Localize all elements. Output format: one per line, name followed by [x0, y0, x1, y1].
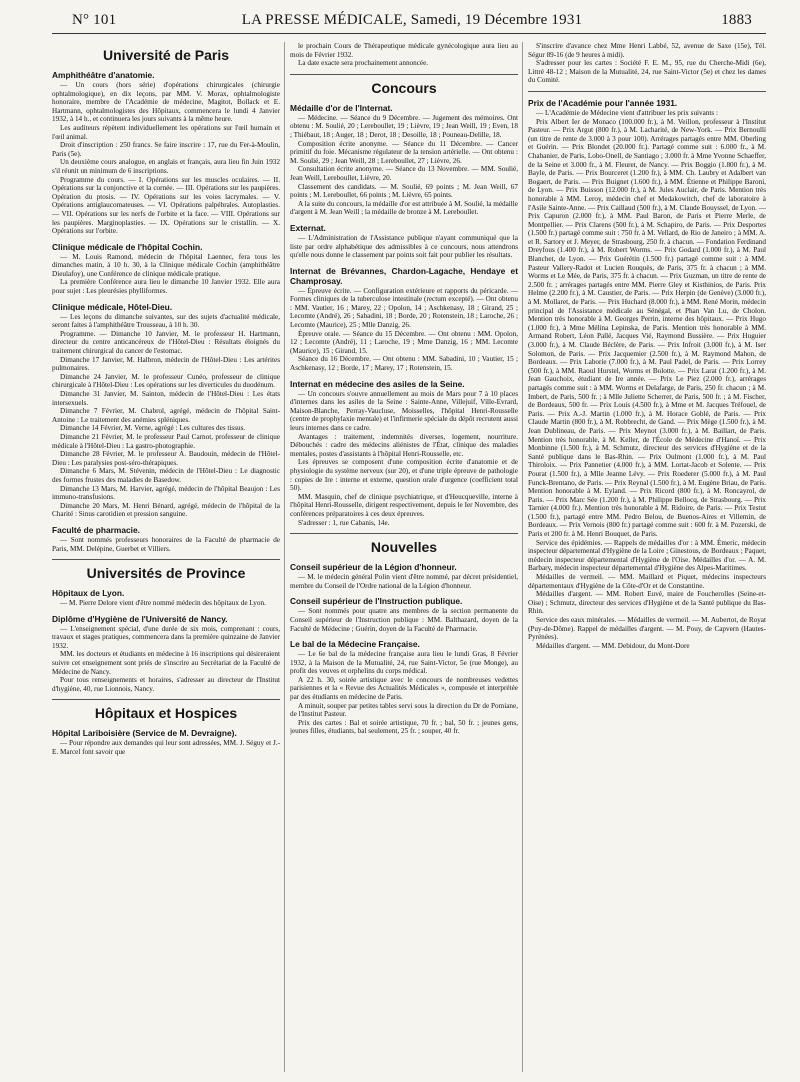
- paragraph: S'adresser : 1, rue Cabanis, 14e.: [298, 518, 390, 527]
- heading-medaille-or: Médaille d'or de l'Internat.: [290, 102, 393, 113]
- paragraph: S'adresser pour les cartes : Société F. E. M., 95, rue du Cherche-Midi (6e), Littré 48-12 ; Maison de la Mutualité, 24, rue Saint-Victor (5e) et chez les dames du Comité.: [528, 59, 766, 85]
- column-middle: [290, 42, 518, 1072]
- column-divider: [284, 42, 285, 1072]
- heading-lariboisiere: Hôpital Lariboisière (Service de M. Devraigne).: [52, 728, 237, 739]
- paragraph: MM. Masquin, chef de clinique psychiatrique, et d'Heucqueville, interne à l'hôpital Henri-Rousselle, dirigent respectivement, depuis le Ier Novembre, des conférences préparatoires à ces deux épreuves.: [290, 492, 518, 518]
- paragraph: Dimanche 17 Janvier, M. Halbron, médecin de l'Hôtel-Dieu : Les artérites pulmonaires.: [52, 355, 280, 373]
- section-title-universite-paris: Université de Paris: [102, 47, 230, 63]
- heading-asiles: Internat en médecine des asiles de la Seine.: [290, 378, 465, 389]
- paragraph: Pour tous renseignements et horaires, s'adresser au directeur de l'Institut d'hygiène, 40, rue Lionnois, Nancy.: [52, 676, 280, 693]
- paragraph: Classement des candidats. — M. Soulié, 69 points ; M. Jean Weill, 67 points ; M. Lereboullet, 66 points ; M. Lièvre, 65 points.: [290, 182, 518, 200]
- heading-nancy: Diplôme d'Hygiène de l'Université de Nancy.: [52, 613, 228, 624]
- paragraph: A minuit, souper par petites tables servi sous la direction du Dr de Pomiane, de l'Institut Pasteur.: [290, 701, 518, 719]
- paragraph: Médailles de vermeil. — MM. Maillard et Piquet, médecins inspecteurs départementaux d'Hygiène de la Côte-d'Or et de Constantine.: [528, 573, 766, 590]
- heading-cochin: Clinique médicale de l'hôpital Cochin.: [52, 241, 203, 252]
- paragraph: La date exacte sera prochainement annoncée.: [298, 59, 429, 68]
- page-header: [72, 6, 752, 32]
- paragraph: — Épreuve écrite. — Configuration extérieure et rapports du péricarde. — Formes cliniques de la tuberculose intestinale (rectum excepté). — Ont obtenu : MM. Vautier, 16 ; Marey, 22 ; Opolon, 14 ; Aschkenasy, 18 ; Girand, 25 ; Lecomte (André), 26 ; Sabadini, 18 ; Borde, 20 ; Rotenstein, 18 ; Laroche, 26 ; Lecomte (Maurice), 25 ; Mlle Danzig, 26.: [290, 286, 518, 330]
- heading-instruction-publique: Conseil supérieur de l'Instruction publique.: [290, 596, 463, 607]
- paragraph: — Sont nommés professeurs honoraires de la Faculté de pharmacie de Paris, MM. Delépine, Guerbet et Villiers.: [52, 535, 280, 553]
- paragraph: Composition écrite anonyme. — Séance du 11 Décembre. — Cancer primitif du foie. Mécanisme régulateur de la tension artérielle. — Ont obtenu : M. Soulié, 29 ; Jean Weill, 28 ; Lereboullet, 27 ; Lièvre, 26.: [290, 139, 518, 165]
- paragraph: — L'Académie de Médecine vient d'attribuer les prix suivants :: [536, 108, 719, 117]
- paragraph: Dimanche 14 Février, M. Verne, agrégé : Les cultures des tissus.: [60, 424, 246, 433]
- paragraph: Consultation écrite anonyme. — Séance du 13 Novembre. — MM. Soulié, Jean Weill, Lereboullet, Lièvre, 20.: [290, 165, 518, 182]
- paragraph: Dimanche 21 Février, M. le professeur Paul Carnot, professeur de clinique médicale à l'Hôtel-Dieu : La gastro-photographie.: [52, 432, 280, 450]
- paragraph: — M. Pierre Delore vient d'être nommé médecin des hôpitaux de Lyon.: [60, 599, 266, 608]
- paragraph: — M. Louis Ramond, médecin de l'hôpital Laennec, fera tous les dimanches matin, à 10 h. 30, à la Clinique médicale Cochin (amphithéâtre Dieulafoy), une Conférence de clinique médicale pratique.: [52, 252, 280, 278]
- paragraph: Prix Albert Ier de Monaco (100.000 fr.), à M. Veillon, professeur à l'Institut Pasteur. — Prix Argut (800 fr.), à M. Lacharité, de New-York. — Prix Bernoulli (un titre de rente de 3.000 à 3 pour 100). Arrérages partagés entre MM. Oberling et Guérin. — Prix Blondet (20.000 fr.). Partagé comme suit : 6.000 fr., à M. Chabanier, de Paris, Lobo-Onell, de Santiago ; 3.000 fr. à Mme Yvonne Schaeffer, de la Seine et 3.000 fr., à M. Fleuret, de Nancy. — Prix Boggio (1.800 fr.), à M. Bayle, de Paris. — Prix Bourceret (1.200 fr.), à MM. Ch. Laubry et Adalbert van Bogaert, de Paris. — Prix Buignet (1.600 fr.), à MM. Étienne et Philippe Baroni, de Lyon. — Prix Buisson (12.000 fr.), à M. Jules Auclair, de Paris. Mention très honorable à MM. Leroy, médecin chef et Medakowitch, chef de laboratoire à l'Asile Sainte-Anne. — Prix Caillaud (500 fr.), à M. Claude Bouyssel, de Lyon. — Prix Capuron (2.000 fr.), à MM. Paul Baron, de Paris et Pierre Merle, de Montpellier. — Prix Clarens (500 fr.), à M. Schapiro, de Paris. — Prix Desportes (1.500 fr.) partagé comme suit : 750 fr. à M. Vellard, de Rio de Janeiro ; à MM. A. et R. Sartory et J. Meyer, de Strasbourg, 250 fr. à chacun. — Fondation Ferdinand Dreyfous (1.400 fr.), à M. Robert Worms. — Prix Godard (1.000 fr.), à M. Paul Blanchet, de Lyon. — Prix Guérétin (1.500 fr.) partagé comme suit : à MM. Pasteur Vallery-Radot et Lucien Rouquès, de Paris, 375 fr. à chacun ; à MM. Worms et Le Mée, de Paris, 375 fr. à chacun. — Prix Guzman, un titre de rente de 2.500 fr. ; arrérages partagés entre MM. Pierre Gley et Kisthinios, de Paris. Prix Helme (2.200 fr.), à M. Caustier, de Paris. — Prix Herpin (de Genève) (3.000 fr.), à M. Mollaret, de Paris. — Prix Huchard (8.000 fr.), à MM. René Morin, médecin principal de l'Assistance médicale au Sénégal, et Phan Van Lu, de Cholon. Mention très honorable à M. Georges Perrin, interne des hôpitaux. — Prix Hugo (1.000 fr.), à Mme Mélina Lepinska, de Paris. Mention très honorable à MM. Armand Robert, Léon Pallé, Jacques Vié, Raymond Bussière. — Prix Huguier (3.000 fr.), à M. Claude Béclère, de Paris. — Prix Infroit (3.000 fr.), à M. Iser Solomon, de Paris. — Prix Jacquemier (2.500 fr.), à M. Raymond Mahon, de Bordeaux. — Prix Laborie (7.000 fr.), à M. Paul Padel, de Paris. — Prix Lorrey (500 fr.), à MM. Raoul Hurstel, Worms et Bolotte. — Prix Larat (1.200 fr.), à M. Jean Gauchoix, étudiant de Ire année. — Prix Le Piez (2.000 fr.), arrérages partagés comme suit : à MM. Worms et Delafarge, de Paris, 250 fr. chacun ; à M. Imbert, de Paris, 500 fr. ; à Mlle Juliette Scherrer, de Paris, 500 fr. ; à M. Fischer, de Bordeaux, 500 fr. — Prix Louis (4.500 fr.), à Mme et M. Jacques Tréfouel, de Paris. — Prix A.-J. Martin (1.000 fr.), à M. Horace Goblé, de Paris. — Prix Claude Martin (800 fr.), à M. Robbrecht, de Gand. — Prix Mège (1.500 fr.), à M. Jean Dublineau, de Paris. — Prix Meynot (3.000 fr.), à M. Baillart, de Paris. Mention très honorable, à M. Keller, de l'École de Médecine d'Hanoï. — Prix Monbinne (1.500 fr.), à M. Schmutz, directeur des services d'Hygiène et de la Santé publique dans le Bas-Rhin. — Prix Oulmont (1.000 fr.), à M. Paul Thiroloix. — Prix Pannetier (4.000 fr.), à MM. Lortat-Jacob et Solente. — Prix Pourat (1.500 fr.), à Mlle Jeanne Lévy. — Prix Roederer (5.000 fr.), à M. Paul Funck-Brentano, de Paris. — Prix Reynal (1.500 fr.), à M. Eugène Briau, de Paris. Mention honorable à M. Eyland. — Prix Ricord (800 fr.), à M. Roncayrol, de Paris. — Prix Marc Sée (1.200 fr.), à M. Philippe Bellocq, de Strasbourg. — Prix Tarnier (4.000 fr.). Mention très honorable à M. Ridoire, de Paris. — Prix Testut (1.500 fr.), partagé entre MM. Pedro Belou, de Buenos-Aires et Villemin, de Bordeaux. — Prix Vernois (800 fr.) partagé comme suit : 600 fr. à M. Pozerski, de Paris et 200 fr. à M. Henri Bouquet, de Paris.: [528, 117, 766, 539]
- paragraph: A 22 h. 30, soirée artistique avec le concours de nombreuses vedettes parisiennes et la « Revue des Actualités Médicales », composée et interprétée par des étudiants en médecine de Paris.: [290, 675, 518, 702]
- paragraph: — Pour répondre aux demandes qui leur sont adressées, MM. J. Séguy et J.-E. Marcel font savoir que: [52, 739, 280, 757]
- heading-externat: Externat.: [290, 222, 326, 233]
- paragraph: — L'Administration de l'Assistance publique n'ayant communiqué que la liste par ordre alphabétique des admissibles à ce concours, nous attendrons qu'elle nous donne le classement par points soit fait pour publier les résultats.: [290, 233, 518, 260]
- paragraph: Dimanche 7 Février, M. Chabrol, agrégé, médecin de l'hôpital Saint-Antoine : Le traitement des anémies spléniques.: [52, 407, 280, 424]
- section-rule: [290, 533, 518, 534]
- heading-pharmacie: Faculté de pharmacie.: [52, 524, 140, 535]
- paragraph: S'inscrire d'avance chez Mme Henri Labbé, 52, avenue de Saxe (15e), Tél. Ségur 89-16 (de 9 heures à midi).: [528, 42, 766, 59]
- paragraph: Les épreuves se composent d'une composition écrite d'anatomie et de physiologie du système nerveux (sur 20), et d'une triple épreuve de pathologie : copies de Ire : interne et externe, question orale d'urgence (coefficient total 50).: [290, 458, 518, 493]
- paragraph: — Un concours s'ouvre annuellement au mois de Mars pour 7 à 10 places d'internes dans les asiles de la Seine : Sainte-Anne, Villejuif, Ville-Evrard, Maison-Blanche, Perray-Vaucluse, Moisselles, l'hôpital Henri-Rousselle (centre de prophylaxie mentale) et l'infirmerie spéciale du dépôt recrutent aussi leurs internes dans ce cadre.: [290, 389, 518, 432]
- section-title-nouvelles: Nouvelles: [370, 539, 438, 556]
- paragraph: — Un cours (hors série) d'opérations chirurgicales (chirurgie ophtalmologique), en dix leçons, par MM. V. Morax, ophtalmologiste honoraire, membre de l'Académie de médecine, Magitot, Bollack et E. Hartmann, ophtalmologistes des Hôpitaux, commencera le lundi 4 Janvier 1932, à 14 h., et continuera les jours suivants à la même heure.: [52, 81, 280, 124]
- issue-number: N° 101: [72, 12, 117, 28]
- paragraph: Dimanche 20 Mars, M. Henri Bénard, agrégé, médecin de l'hôpital de la Charité : Sinus carotidien et pression sanguine.: [52, 501, 280, 519]
- paragraph: Dimanche 31 Janvier, M. Sainton, médecin de l'Hôtel-Dieu : Les états intersexuels.: [52, 390, 280, 407]
- heading-bal-medecine: Le bal de la Médecine Française.: [290, 639, 420, 650]
- paragraph: Service des eaux minérales. — Médailles de vermeil. — M. Aubertot, de Royat (Puy-de-Dôme). Rappel de médailles d'argent. — M. Pouy, de Capvern (Hautes-Pyrénées).: [528, 616, 766, 642]
- paragraph: — Sont nommés pour quatre ans membres de la section permanente du Conseil supérieur de l'Instruction publique : MM. Balthazard, doyen de la Faculté de Médecine ; Guérin, doyen de la Faculté de Pharmacie.: [290, 607, 518, 633]
- paragraph: — Le 6e bal de la médecine française aura lieu le lundi Gras, 8 Février 1932, à la Maison de la Mutualité, 24, rue Saint-Victor, 5e (rue Monge), au profit des veuves et orphelins du corps médical.: [290, 650, 518, 676]
- paragraph: Dimanche 13 Mars, M. Harvier, agrégé, médecin de l'hôpital Beaujon : Les immuno-transfusions.: [52, 484, 280, 502]
- section-title-hopitaux: Hôpitaux et Hospices: [94, 705, 238, 722]
- masthead-title: LA PRESSE MÉDICALE, Samedi, 19 Décembre 1931: [241, 12, 583, 28]
- column-left: [52, 42, 280, 1072]
- section-rule: [52, 559, 280, 560]
- paragraph: Médailles d'argent. — MM. Debidour, du Mont-Dore: [536, 641, 690, 650]
- section-title-universites-province: Universités de Province: [86, 565, 246, 582]
- paragraph: — Médecine. — Séance du 9 Décembre. — Jugement des mémoires. Ont obtenu : M. Soulié, 20 ; Lereboullet, 19 ; Lièvre, 19 ; Jean Weill, 19 ; Even, 18 ; Thiébaut, 18 ; Auger, 18 ; Derot, 18 ; Desoille, 18 ; Pouneau-Delille, 18.: [290, 113, 518, 139]
- paragraph: Dimanche 6 Mars, M. Stévenin, médecin de l'Hôtel-Dieu : Le diagnostic des formes frustes des maladies de Basedow.: [52, 467, 280, 484]
- paragraph: Programme du cours. — I. Opérations sur les muscles oculaires. — II. Opérations sur la conjonctive et la cornée. — III. Opérations sur les paupières. Opération du ptosis. — IV. Opérations sur les voies lacrymales. — V. Opérations antiglaucomateuses. — VI. Opérations palpébrales. Autoplasties. — VII. Opérations sur les nerfs de l'orbite et la face. — VIII. Opérations sur les paupières. Marginoplasties. — IX. Opérations sur le cristallin. — X. Opérations sur l'orbite.: [52, 175, 280, 236]
- paragraph: Avantages : traitement, indemnités diverses, logement, nourriture. Débouchés : cadre des médecins aliénistes de l'État, clinique des maladies mentales, postes d'assistants à l'hôpital Henri-Rousselle, etc.: [290, 432, 518, 458]
- paragraph: — M. le médecin général Polin vient d'être nommé, par décret présidentiel, membre du Conseil de l'Ordre national de la Légion d'honneur.: [290, 573, 518, 590]
- paragraph: Épreuve orale. — Séance du 15 Décembre. — Ont obtenu : MM. Opolon, 12 ; Lecomte (André), 11 ; Laroche, 19 ; Mme Danzig, 16 ; MM. Lecomte (Maurice), 15 ; Girand, 15.: [290, 329, 518, 355]
- heading-lyon: Hôpitaux de Lyon.: [52, 588, 125, 599]
- paragraph: La première Conférence aura lieu le dimanche 10 Janvier 1932. Elle aura pour sujet : Les pleurésies phylliformes.: [52, 278, 280, 296]
- heading-hotel-dieu: Clinique médicale, Hôtel-Dieu.: [52, 301, 173, 312]
- section-title-concours: Concours: [371, 79, 437, 96]
- page-number: 1883: [721, 12, 752, 28]
- section-rule: [290, 74, 518, 75]
- paragraph: Programme. — Dimanche 10 Janvier, M. le professeur H. Hartmann, directeur du centre anticancéreux de l'Hôtel-Dieu : Résultats éloignés du traitement chirurgical du cancer de l'estomac.: [52, 329, 280, 356]
- paragraph: — Les leçons du dimanche suivantes, sur des sujets d'actualité médicale, seront faites à l'amphithéâtre Trousseau, à 10 h. 30.: [52, 312, 280, 330]
- paragraph: A la suite du concours, la médaille d'or est attribuée à M. Soulié, la médaille d'argent à M. Jean Weill ; la médaille de bronze à M. Lereboullet.: [290, 199, 518, 217]
- header-rule: [52, 33, 766, 34]
- paragraph: Dimanche 28 Février, M. le professeur A. Baudouin, médecin de l'Hôtel-Dieu : Les paralysies post-séro-thérapiques.: [52, 450, 280, 467]
- paragraph: Séance du 16 Décembre. — Ont obtenu : MM. Sabadini, 10 ; Vautier, 15 ; Aschkenasy, 12 ; Borde, 17 ; Marey, 17 ; Rotenstein, 15.: [290, 355, 518, 373]
- paragraph: Dimanche 24 Janvier, M. le professeur Cunéo, professeur de clinique chirurgicale à l'Hôtel-Dieu : Les opérations sur les diverticules du duodénum.: [52, 372, 280, 390]
- section-rule: [528, 91, 766, 92]
- paragraph: MM. les docteurs et étudiants en médecine à 16 inscriptions qui désireraient suivre cet enseignement sont priés de s'inscrire au Secrétariat de la Faculté de Médecine de Nancy.: [52, 650, 280, 676]
- heading-amphitheatre: Amphithéâtre d'anatomie.: [52, 70, 155, 80]
- paragraph: le prochain Cours de Thérapeutique médicale gynécologique aura lieu au mois de Février 1932.: [290, 42, 518, 59]
- column-divider: [522, 42, 523, 1072]
- paragraph: Prix des cartes : Bal et soirée artistique, 70 fr. ; bal, 50 fr. ; jeunes gens, jeunes filles, étudiants, bal seulement, 25 fr. ; souper, 40 fr.: [290, 718, 518, 736]
- paragraph: Droit d'inscription : 250 francs. Se faire inscrire : 17, rue du Fer-à-Moulin, Paris (5e).: [52, 141, 280, 158]
- heading-brevannes: Internat de Brévannes, Chardon-Lagache, Hendaye et Champrosay.: [290, 265, 518, 286]
- heading-prix-academie: Prix de l'Académie pour l'année 1931.: [528, 97, 678, 108]
- paragraph: — L'enseignement spécial, d'une durée de six mois, comprenant : cours, travaux et stages pratiques, commencera dans la première quinzaine de Janvier 1932.: [52, 624, 280, 650]
- paragraph: Les auditeurs répètent individuellement les opérations sur l'œil humain et l'œil animal.: [52, 123, 280, 141]
- paragraph: Service des épidémies. — Rappels de médailles d'or : à MM. Émeric, médecin inspecteur départemental d'Hygiène de la Loire ; Ginestous, de Bordeaux ; Paquet, médecin inspecteur départemental d'Hygiène de l'Oise. Médailles d'or. — A. M. Barbary, médecin inspecteur départemental d'Hygiène des Alpes-Maritimes.: [528, 538, 766, 573]
- section-rule: [52, 699, 280, 700]
- paragraph: Médailles d'argent. — MM. Robert Euvé, maire de Foucherolles (Seine-et-Oise) ; Schmutz, directeur des services d'Hygiène et de la Santé publique du Bas-Rhin.: [528, 590, 766, 616]
- paragraph: Un deuxième cours analogue, en anglais et français, aura lieu fin Juin 1932 s'il réunit un minimum de 6 inscriptions.: [52, 158, 280, 175]
- heading-legion-honneur: Conseil supérieur de la Légion d'honneur.: [290, 562, 457, 573]
- column-right: [528, 42, 766, 1072]
